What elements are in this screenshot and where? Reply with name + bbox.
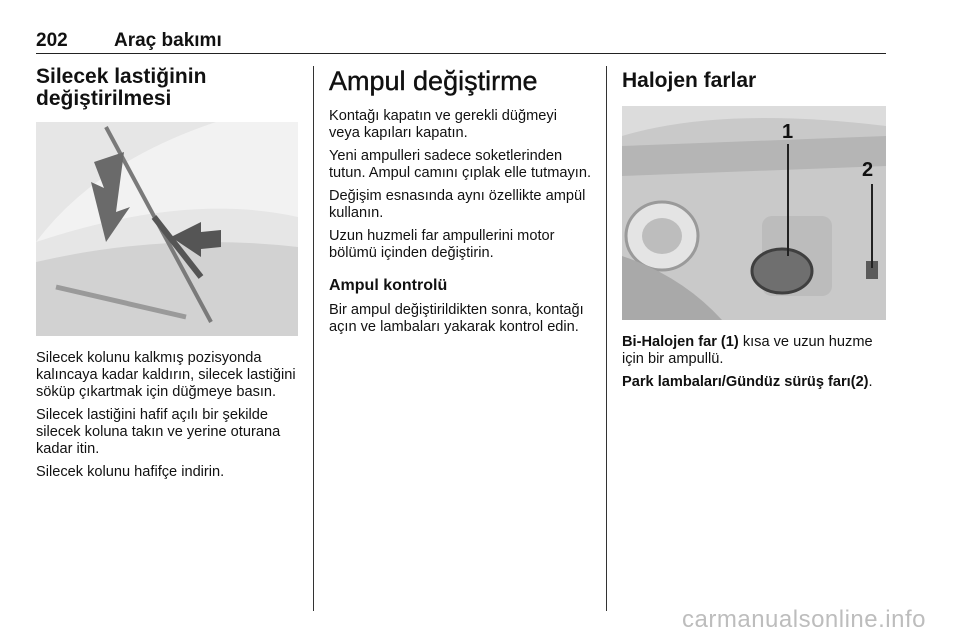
column-divider-1	[313, 66, 314, 611]
section-heading-halogen: Halojen farlar	[622, 69, 757, 92]
section-heading-wiper: Silecek lastiğinin değiştirilmesi	[36, 65, 207, 110]
subheading-bulb-check: Ampul kontrolü	[329, 277, 448, 294]
watermark: carmanualsonline.info	[682, 606, 926, 633]
paragraph: Uzun huzmeli far ampullerini motor bölümü içinden değiştirin.	[329, 228, 555, 261]
column-bulb-replacement	[329, 66, 591, 336]
paragraph: Bir ampul değiştirildikten sonra, kontağı açın ve lambaları yakarak kontrol edin.	[329, 302, 584, 335]
page-header	[36, 30, 886, 52]
paragraph: Silecek kolunu hafifçe indirin.	[36, 464, 225, 480]
header-rule	[36, 53, 886, 54]
column-divider-2	[606, 66, 607, 611]
paragraph: Değişim esnasında aynı özellikte ampül kullanın.	[329, 188, 586, 221]
headlamp-illustration	[622, 106, 886, 320]
paragraph: Silecek lastiğini hafif açılı bir şekilde silecek koluna takın ve yerine oturana kadar itin.	[36, 407, 281, 457]
legend-term: Bi-Halojen far (1)	[622, 334, 739, 350]
wiper-illustration	[36, 122, 298, 336]
paragraph: Yeni ampulleri sadece soketlerinden tutun. Ampul camını çıplak elle tutmayın.	[329, 148, 592, 181]
page-number: 202	[36, 30, 68, 51]
column-halogen	[622, 66, 886, 391]
paragraph: Kontağı kapatın ve gerekli düğmeyi veya kapıları kapatın.	[329, 108, 557, 141]
callout-label-2: 2	[862, 159, 874, 181]
section-heading-bulb: Ampul değiştirme	[329, 66, 538, 96]
legend-text: .	[868, 374, 873, 390]
callout-label-1: 1	[782, 121, 794, 143]
legend-item	[622, 374, 886, 391]
column-wiper	[36, 66, 298, 481]
chapter-title: Araç bakımı	[114, 30, 222, 51]
legend-text: kısa ve uzun huzme için bir ampullü.	[622, 334, 873, 367]
paragraph: Silecek kolunu kalkmış pozisyonda kalıncaya kadar kaldırın, silecek lastiğini söküp çıkartmak için düğmeye basın.	[36, 350, 296, 400]
legend-item	[622, 334, 886, 368]
legend-term: Park lambaları/Gündüz sürüş farı(2)	[622, 374, 869, 390]
